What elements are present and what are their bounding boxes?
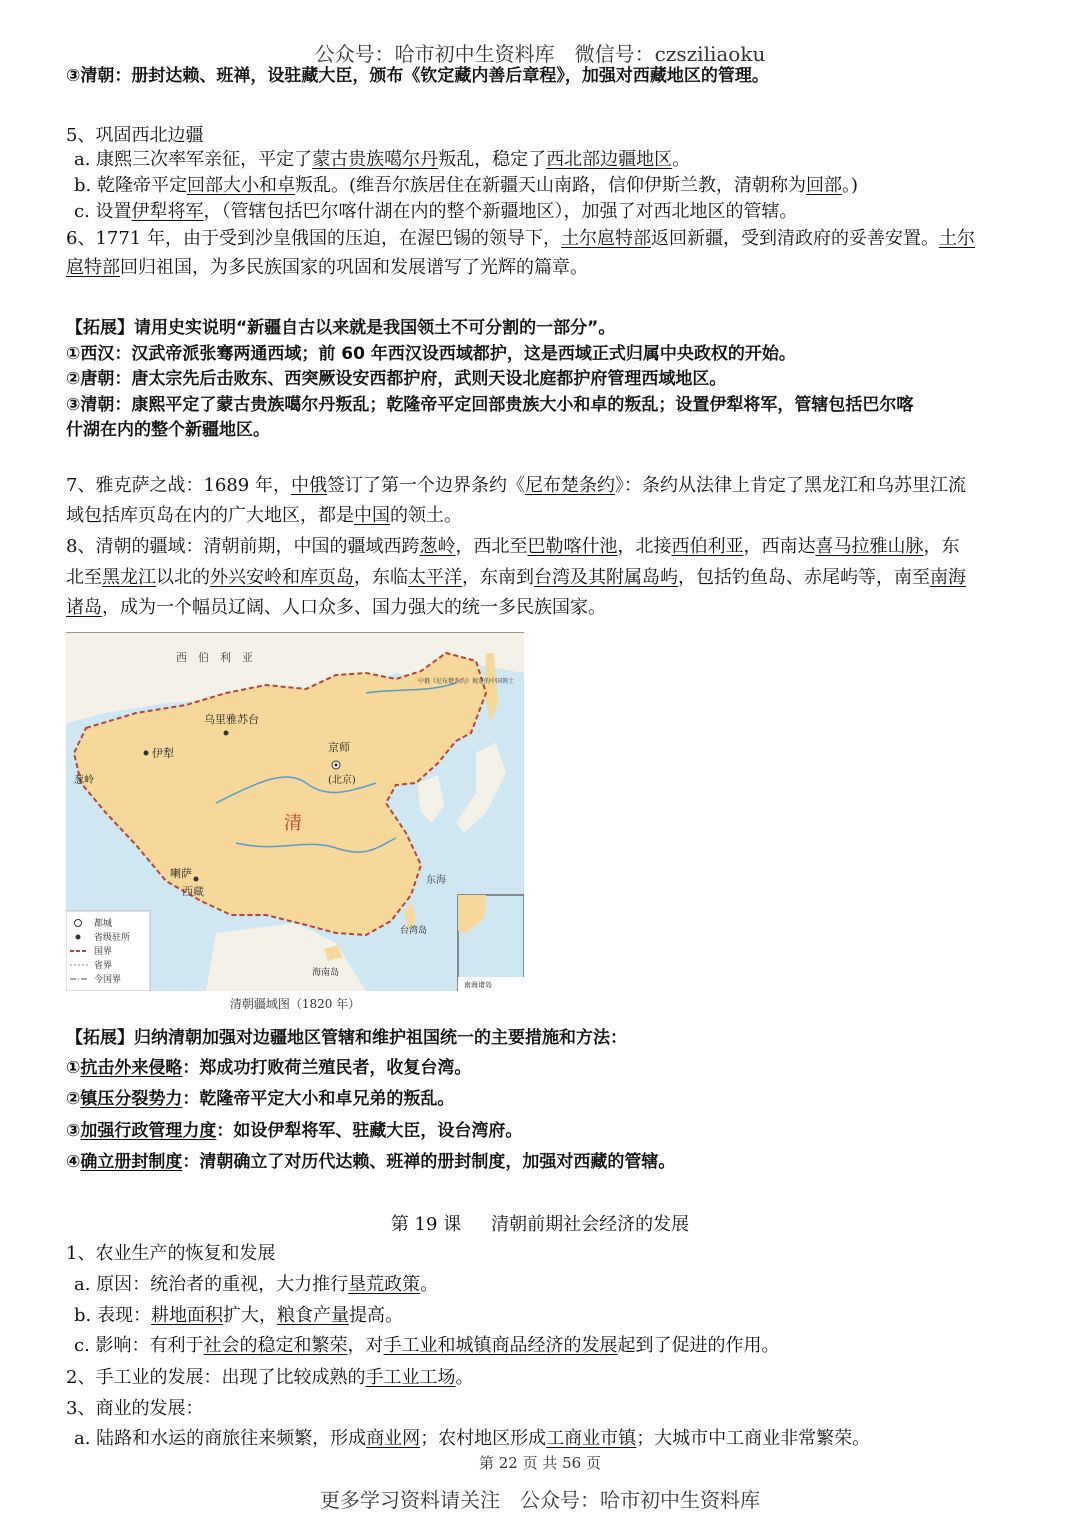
- text-segment: 【拓展】请用史实说明“新疆自古以来就是我国领土不可分割的一部分”。: [66, 318, 616, 338]
- text-line: [74, 1427, 1020, 1451]
- text-segment: ②唐朝：唐太宗先后击败东、西突厥设安西都护府，武则天设北庭都护府管理西域地区。: [66, 369, 727, 389]
- underlined-term: 抗击外来侵略: [80, 1058, 183, 1078]
- text-segment: 起到了促进的作用。: [617, 1335, 780, 1356]
- underlined-term: 工商业市镇: [546, 1428, 637, 1449]
- section-heading: [66, 124, 1020, 148]
- legend-label: 省界: [94, 961, 113, 971]
- text-line: [74, 174, 1020, 198]
- text-segment: 。: [672, 149, 691, 170]
- text-line: [66, 1366, 1020, 1390]
- underlined-term: 黑龙江: [102, 567, 156, 588]
- text-segment: ：清朝确立了对历代达赖、班禅的册封制度，加强对西藏的管辖。: [182, 1152, 676, 1172]
- underlined-term: 扈特部: [66, 257, 120, 278]
- underlined-term: 巴勒喀什池: [527, 536, 618, 557]
- text-line: [66, 1150, 1020, 1174]
- text-segment: ，东临: [354, 567, 408, 588]
- underlined-term: 喜马拉雅山脉: [815, 536, 924, 557]
- page-footer: 更多学习资料请关注 公众号：哈市初中生资料库: [320, 1488, 760, 1512]
- underlined-term: 外兴安岭和库页岛: [210, 567, 354, 588]
- label-south-sea-islands: 南海诸岛: [464, 981, 492, 989]
- underlined-term: 手工业和城镇商品经济的发展: [383, 1335, 618, 1356]
- text-segment: 》：条约从法律上肯定了黑龙江和乌苏里江流: [614, 475, 966, 496]
- label-yili: 伊犁: [152, 747, 174, 760]
- section-heading: [66, 1242, 1020, 1266]
- yili-marker: [144, 751, 149, 756]
- text-segment: ，对: [347, 1335, 384, 1356]
- label-east-sea: 东海: [426, 875, 446, 886]
- text-segment: 1、农业生产的恢复和发展: [66, 1243, 276, 1264]
- text-segment: 2、手工业的发展：出现了比较成熟的: [66, 1367, 366, 1388]
- text-line: [74, 1304, 1020, 1328]
- text-segment: ，西北至: [455, 536, 528, 557]
- legend-label: 今国界: [94, 975, 122, 985]
- text-segment: ，东: [923, 536, 960, 557]
- text-segment: 3、商业的发展：: [66, 1398, 204, 1419]
- text-segment: 扩大，: [222, 1305, 277, 1326]
- underlined-term: 中国: [354, 505, 390, 526]
- extension-heading: [66, 316, 1020, 340]
- underlined-term: 伊犁将军: [131, 201, 204, 222]
- text-segment: ；农村地区形成: [420, 1428, 547, 1449]
- underlined-term: 镇压分裂势力: [80, 1089, 183, 1109]
- label-taiwan: 台湾岛: [400, 926, 428, 936]
- underlined-term: 粮食产量: [276, 1305, 349, 1326]
- south-sea-inset: [458, 895, 524, 991]
- text-segment: ③清朝：康熙平定了蒙古贵族噶尔丹叛乱；乾隆帝平定回部贵族大小和卓的叛乱；设置伊犁将军，管辖包括巴尔喀: [66, 395, 914, 415]
- underlined-term: 中俄: [290, 475, 327, 496]
- legend-label: 省级驻所: [94, 933, 131, 943]
- legend-label: 都城: [94, 919, 113, 929]
- lesson-title: [0, 1210, 1080, 1236]
- text-segment: 8、清朝的疆域：清朝前期，中国的疆域西跨: [66, 536, 420, 557]
- text-segment: 【拓展】归纳清朝加强对边疆地区管辖和维护祖国统一的主要措施和方法：: [66, 1028, 627, 1048]
- text-segment: 。): [842, 175, 859, 196]
- page-number: 第 22 页 共 56 页: [478, 1454, 601, 1472]
- text-line: [66, 1056, 1020, 1080]
- uliastai-marker: [224, 731, 229, 736]
- label-siberia: 西 伯 利 亚: [176, 651, 253, 664]
- text-segment: 北至: [66, 567, 102, 588]
- text-segment: ，包括钓鱼岛、赤尾屿等，南至: [678, 567, 930, 588]
- underlined-term: 诸岛: [66, 597, 102, 618]
- text-line: [74, 200, 1020, 224]
- map-svg: [66, 633, 524, 991]
- text-segment: ，西南达: [743, 536, 816, 557]
- text-segment: 5、巩固西北边疆: [66, 125, 204, 146]
- text-segment: 以北的: [156, 567, 210, 588]
- text-segment: ：如设伊犁将军、驻藏大臣，设台湾府。: [216, 1121, 523, 1141]
- label-tibet: 西藏: [182, 885, 204, 898]
- text-line: [66, 535, 1020, 559]
- underlined-term: 西北部边疆地区: [546, 149, 673, 170]
- underlined-term: 回部大小和卓: [186, 175, 295, 196]
- text-line: [66, 504, 1020, 528]
- text-segment: 7、雅克萨之战：1689 年，: [66, 475, 291, 496]
- text-segment: 签订了第一个边界条约《: [326, 475, 525, 496]
- capital-marker-dot: [335, 764, 338, 767]
- text-segment: ：乾隆帝平定大小和卓兄弟的叛乱。: [182, 1089, 455, 1109]
- extension-heading: [66, 1026, 1020, 1050]
- text-line: [66, 393, 1020, 417]
- label-qing: 清: [284, 813, 302, 834]
- lesson-number: 第 19 课: [390, 1214, 462, 1235]
- text-segment: 提高。: [348, 1305, 403, 1326]
- map-caption: 清朝疆域图（1820 年）: [229, 997, 361, 1011]
- underlined-term: 耕地面积: [150, 1305, 223, 1326]
- qing-territory-map: [66, 632, 524, 991]
- text-segment: ①: [66, 1058, 81, 1078]
- text-line: [74, 1273, 1020, 1297]
- text-line: [66, 64, 1020, 88]
- legend-province-icon: [76, 935, 81, 940]
- legend-capital-icon: [75, 920, 82, 927]
- text-segment: ：郑成功打败荷兰殖民者，收复台湾。: [182, 1058, 472, 1078]
- underlined-term: 商业网: [366, 1428, 421, 1449]
- text-segment: 返回新疆，受到清政府的妥善安置。: [650, 228, 939, 249]
- text-line: [66, 474, 1020, 498]
- text-line: [66, 418, 1020, 442]
- text-segment: b. 乾隆帝平定: [74, 175, 187, 196]
- text-segment: ，成为一个幅员辽阔、人口众多、国力强大的统一多民族国家。: [102, 597, 606, 618]
- text-segment: ③: [66, 1121, 81, 1141]
- underlined-term: 手工业工场: [365, 1367, 456, 1388]
- label-jingshi: 京师: [328, 741, 350, 754]
- text-segment: ，（管辖包括巴尔喀什湖在内的整个新疆地区），加强了对西北地区的管辖。: [203, 201, 798, 222]
- text-segment: 回归祖国，为多民族国家的巩固和发展谱写了光辉的篇章。: [120, 257, 588, 278]
- underlined-term: 确立册封制度: [80, 1152, 183, 1172]
- text-segment: 叛乱。(维吾尔族居住在新疆天山南路，信仰伊斯兰教，清朝称为: [294, 175, 806, 196]
- label-beijing: (北京): [328, 775, 356, 786]
- text-line: [66, 342, 1020, 366]
- text-segment: a. 原因：统治者的重视，大力推行: [74, 1274, 349, 1295]
- label-lhasa: 喇萨: [170, 867, 192, 880]
- underlined-term: 垦荒政策: [348, 1274, 421, 1295]
- label-congling: 葱岭: [74, 775, 94, 786]
- underlined-term: 尼布楚条约: [524, 475, 615, 496]
- underlined-term: 蒙古贵族噶尔丹: [312, 149, 439, 170]
- underlined-term: 西伯利亚: [671, 536, 744, 557]
- text-line: [74, 148, 1020, 172]
- underlined-term: 台湾及其附属岛屿: [534, 567, 678, 588]
- text-segment: 什湖在内的整个新疆地区。: [66, 420, 270, 440]
- text-line: [74, 1334, 1020, 1358]
- text-line: [66, 227, 1020, 251]
- text-segment: 。: [420, 1274, 439, 1295]
- label-hainan: 海南岛: [312, 968, 340, 978]
- underlined-term: 加强行政管理力度: [80, 1121, 217, 1141]
- legend-label: 国界: [94, 947, 113, 957]
- text-segment: ，东南到: [462, 567, 534, 588]
- text-line: [66, 256, 1020, 280]
- underlined-term: 社会的稳定和繁荣: [203, 1335, 348, 1356]
- text-segment: c. 设置: [74, 201, 132, 222]
- text-line: [66, 367, 1020, 391]
- underlined-term: 回部: [806, 175, 842, 196]
- text-segment: a. 康熙三次率军亲征，平定了: [74, 149, 313, 170]
- text-segment: ③清朝：册封达赖、班禅，设驻藏大臣，颁布《钦定藏内善后章程》，加强对西藏地区的管理。: [66, 66, 769, 86]
- text-segment: ，北接: [617, 536, 672, 557]
- label-nerchinsk: [418, 677, 514, 685]
- text-segment: 的领土。: [390, 505, 462, 526]
- section-heading: [66, 1397, 1020, 1421]
- text-segment: 6、1771 年，由于受到沙皇俄国的压迫，在渥巴锡的领导下，: [66, 228, 561, 249]
- underlined-term: 葱岭: [419, 536, 456, 557]
- text-segment: ②: [66, 1089, 81, 1109]
- label-uliastai: 乌里雅苏台: [204, 713, 259, 726]
- text-line: [66, 566, 1020, 590]
- map-legend: [66, 911, 150, 991]
- text-segment: 域包括库页岛在内的广大地区，都是: [66, 505, 354, 526]
- text-line: [66, 1119, 1020, 1143]
- text-line: [66, 596, 1020, 620]
- text-segment: 叛乱，稳定了: [438, 149, 547, 170]
- page-header: 公众号：哈市初中生资料库 微信号：czsziliaoku: [314, 42, 766, 66]
- text-segment: b. 表现：: [74, 1305, 151, 1326]
- text-segment: c. 影响：有利于: [74, 1335, 204, 1356]
- underlined-term: 太平洋: [408, 567, 462, 588]
- text-segment: ④: [66, 1152, 81, 1172]
- text-segment: 。: [455, 1367, 474, 1388]
- label-nerchinsk-text: 中俄《尼布楚条约》规定的中国领土: [418, 678, 515, 685]
- text-segment: ；大城市中工商业非常繁荣。: [636, 1428, 871, 1449]
- underlined-term: 土尔: [938, 228, 975, 249]
- text-line: [66, 1087, 1020, 1111]
- text-segment: ①西汉：汉武帝派张骞两通西域；前 60 年西汉设西域都护，这是西域正式归属中央政权的开始。: [66, 344, 796, 364]
- lesson-name: 清朝前期社会经济的发展: [491, 1214, 690, 1235]
- underlined-term: 南海: [930, 567, 966, 588]
- text-segment: a. 陆路和水运的商旅往来频繁，形成: [74, 1428, 367, 1449]
- lhasa-marker: [194, 877, 199, 882]
- underlined-term: 土尔扈特部: [560, 228, 651, 249]
